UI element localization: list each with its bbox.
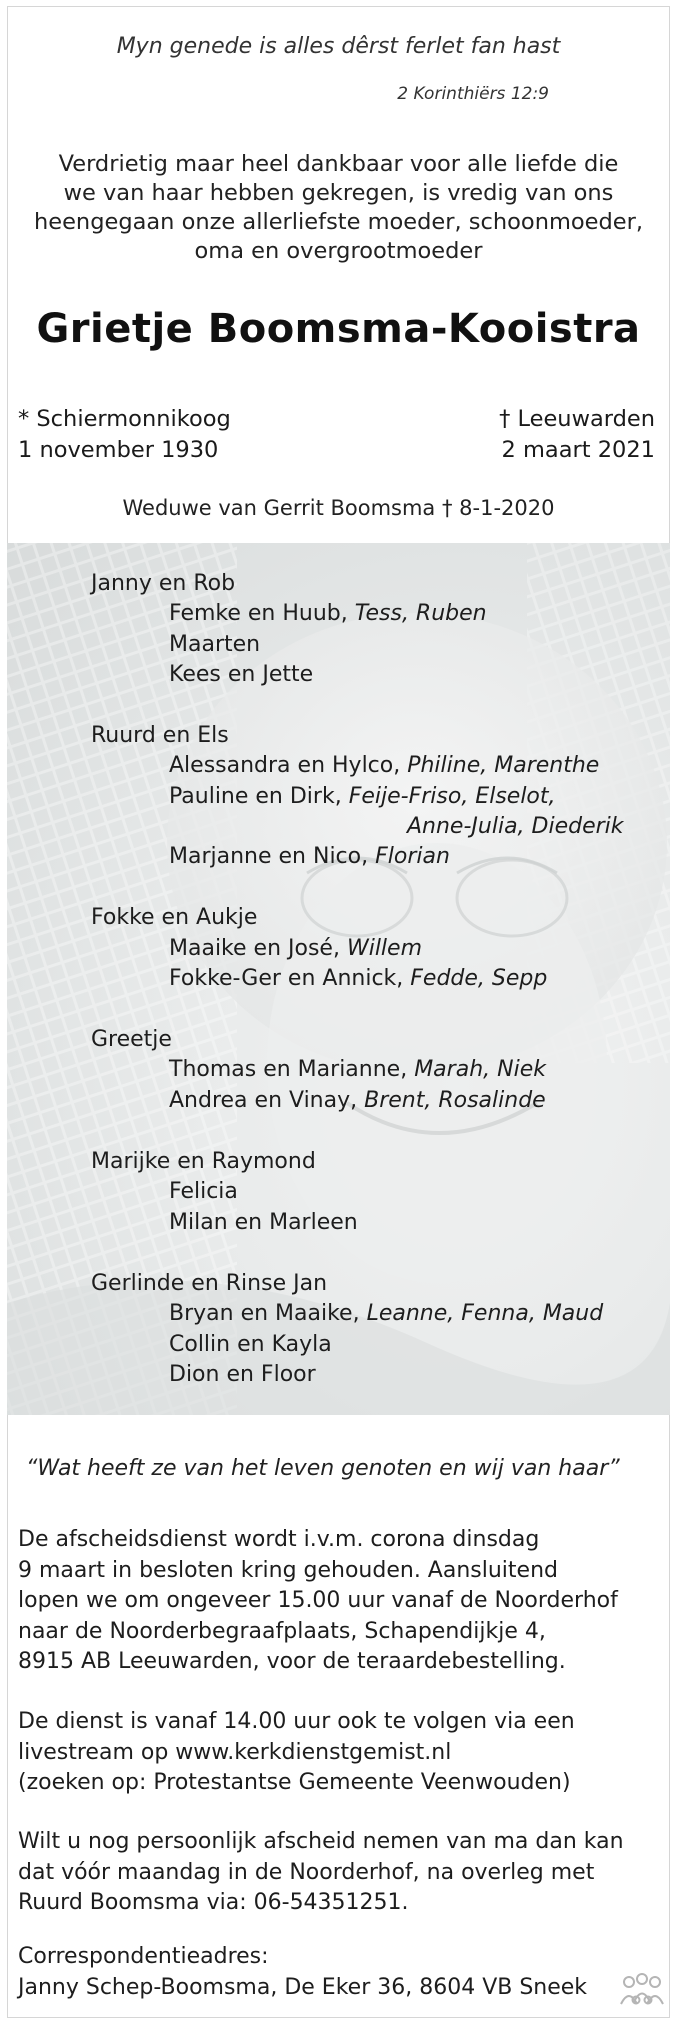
family-member: Marjanne en Nico, Florian <box>169 844 450 869</box>
correspondence-label: Correspondentieadres: <box>18 1944 269 1969</box>
family-main: Greetje <box>91 1027 172 1052</box>
intro-line: we van haar hebben gekregen, is vredig van ons <box>63 180 614 206</box>
intro-line: oma en overgrootmoeder <box>194 238 483 264</box>
family-member: Andrea en Vinay, Brent, Rosalinde <box>169 1088 546 1113</box>
family-member: Thomas en Marianne, Marah, Niek <box>169 1057 546 1082</box>
intro-text <box>0 150 677 266</box>
family-member: Dion en Floor <box>169 1362 316 1387</box>
family-member: Anne-Julia, Diederik <box>407 814 624 839</box>
family-member: Milan en Marleen <box>169 1210 358 1235</box>
family-main: Marijke en Raymond <box>91 1149 316 1174</box>
family-list <box>7 543 670 1415</box>
correspondence-block <box>18 1942 587 2003</box>
family-member: Bryan en Maaike, Leanne, Fenna, Maud <box>169 1301 604 1326</box>
family-member: Femke en Huub, Tess, Ruben <box>169 601 487 626</box>
family-member: Felicia <box>169 1179 238 1204</box>
death-date: 2 maart 2021 <box>501 437 655 463</box>
family-member: Pauline en Dirk, Feije-Friso, Elselot, <box>169 784 556 809</box>
livestream-paragraph: De dienst is vanaf 14.00 uur ook te volgen via een livestream op www.kerkdienstgemist.nl (zoeken op: Protestantse Gemeente Veenwouden) <box>18 1709 575 1795</box>
birth-info <box>18 404 231 466</box>
background-photo <box>7 543 670 1415</box>
death-info <box>499 404 655 466</box>
intro-line: heengegaan onze allerliefste moeder, schoonmoeder, <box>33 209 644 235</box>
family-member: Maarten <box>169 632 261 657</box>
death-place: † Leeuwarden <box>499 406 655 432</box>
family-member: Fokke-Ger en Annick, Fedde, Sepp <box>169 966 548 991</box>
birth-date: 1 november 1930 <box>18 437 219 463</box>
widow-line: Weduwe van Gerrit Boomsma † 8-1-2020 <box>122 496 555 520</box>
correspondence-address: Janny Schep-Boomsma, De Eker 36, 8604 VB Sneek <box>18 1974 588 2000</box>
bible-motto: Myn genede is alles dêrst ferlet fan hast <box>116 34 561 59</box>
family-member: Alessandra en Hylco, Philine, Marenthe <box>169 753 600 778</box>
family-member: Kees en Jette <box>169 662 314 687</box>
family-member: Maaike en José, Willem <box>169 936 423 961</box>
deceased-name: Grietje Boomsma-Kooistra <box>36 306 641 352</box>
family-main: Ruurd en Els <box>91 723 229 748</box>
family-main: Fokke en Aukje <box>91 905 258 930</box>
birth-place: * Schiermonnikoog <box>18 406 231 432</box>
family-member: Collin en Kayla <box>169 1332 332 1357</box>
family-main: Janny en Rob <box>91 571 236 596</box>
farewell-paragraph: Wilt u nog persoonlijk afscheid nemen van ma dan kan dat vóór maandag in de Noorderhof, na overleg met Ruurd Boomsma via: 06-54351251. <box>18 1829 624 1915</box>
intro-line: Verdrietig maar heel dankbaar voor alle liefde die <box>58 151 619 177</box>
bible-reference: 2 Korinthiërs 12:9 <box>397 84 549 104</box>
family-main: Gerlinde en Rinse Jan <box>91 1271 328 1296</box>
service-paragraph: De afscheidsdienst wordt i.v.m. corona dinsdag 9 maart in besloten kring gehouden. Aansluitend lopen we om ongeveer 15.00 uur vanaf de Noorderhof naar de Noorderbegraafplaats, Schapendijkje 4, 8915 AB Leeuwarden, voor de teraardebestelling. <box>18 1527 618 1674</box>
people-group-icon <box>619 1972 665 2016</box>
quote: “Wat heeft ze van het leven genoten en wij van haar” <box>26 1456 620 1481</box>
